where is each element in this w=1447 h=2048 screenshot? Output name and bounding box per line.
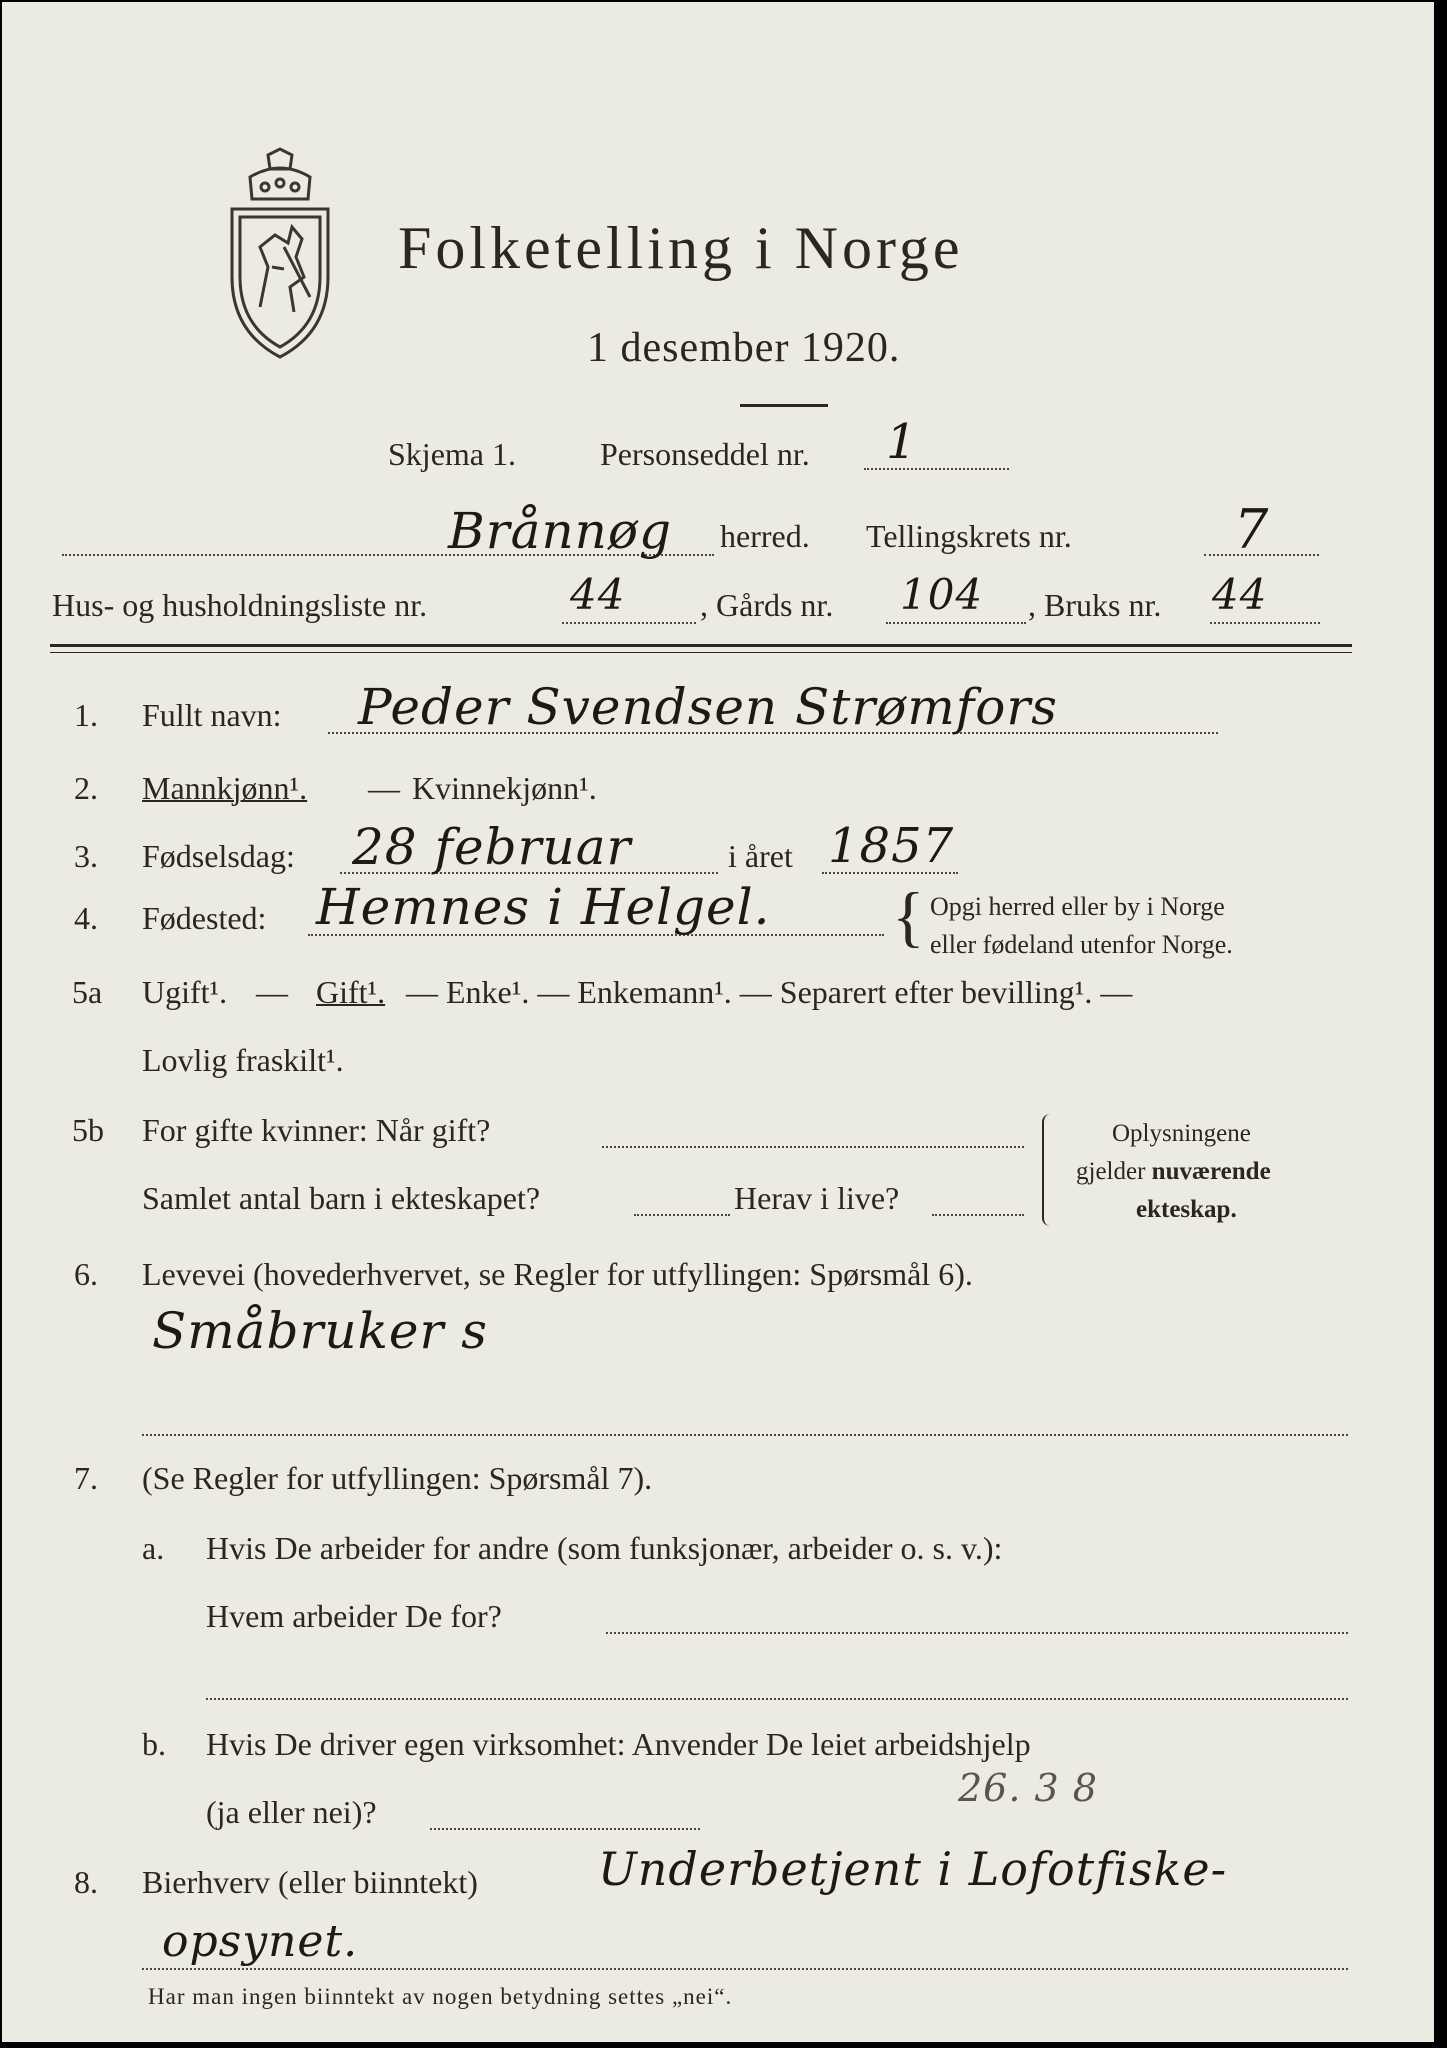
q5b-children-label: Samlet antal barn i ekteskapet? bbox=[142, 1180, 541, 1216]
q5b-note-line3: ekteskap. bbox=[1136, 1196, 1237, 1223]
q5a-other-options[interactable]: — Enke¹. — Enkemann¹. — Separert efter bevilling¹. — bbox=[406, 974, 1133, 1010]
schema-label: Skjema 1. bbox=[388, 436, 516, 472]
gards-line bbox=[886, 622, 1026, 624]
q5b-note-current: nuværende bbox=[1151, 1158, 1271, 1185]
herred-label: herred. bbox=[720, 518, 810, 554]
q4-label: Fødested: bbox=[142, 900, 267, 936]
q5a-dash: — bbox=[256, 974, 288, 1010]
q5b-note-line2 bbox=[1076, 1158, 1271, 1186]
birth-year-value[interactable]: 1857 bbox=[828, 818, 955, 874]
q5b-number: 5b bbox=[72, 1112, 104, 1148]
side-income-value-line1[interactable]: Underbetjent i Lofotfiske- bbox=[598, 1842, 1228, 1896]
husliste-line bbox=[562, 622, 696, 624]
form-date: 1 desember 1920. bbox=[587, 325, 901, 371]
q7-label: (Se Regler for utfyllingen: Spørsmål 7). bbox=[142, 1460, 653, 1496]
q4-number: 4. bbox=[74, 900, 98, 936]
female-option[interactable]: Kvinnekjønn¹. bbox=[412, 770, 597, 806]
personseddel-value[interactable]: 1 bbox=[886, 414, 918, 470]
q7b-text: Hvis De driver egen virksomhet: Anvender De leiet arbeidshjelp bbox=[206, 1726, 1031, 1762]
q8-line2 bbox=[142, 1968, 1348, 1970]
title-divider bbox=[740, 404, 828, 407]
bruks-value[interactable]: 44 bbox=[1212, 570, 1268, 619]
header-rule bbox=[50, 644, 1352, 647]
married-option[interactable]: Gift¹. bbox=[316, 974, 386, 1010]
male-option[interactable]: Mannkjønn¹. bbox=[142, 770, 308, 806]
q2-number: 2. bbox=[74, 770, 98, 806]
side-income-value-line2[interactable]: opsynet. bbox=[162, 1916, 359, 1967]
q4-brace: { bbox=[892, 878, 925, 954]
divorced-option[interactable]: Lovlig fraskilt¹. bbox=[142, 1042, 344, 1078]
q7b-letter: b. bbox=[142, 1726, 166, 1762]
gards-label: , Gårds nr. bbox=[700, 587, 834, 623]
q7a-text: Hvis De arbeider for andre (som funksjonær, arbeider o. s. v.): bbox=[206, 1530, 1003, 1566]
q3-year-label: i året bbox=[728, 838, 793, 874]
q7a-line bbox=[606, 1632, 1348, 1634]
q3-number: 3. bbox=[74, 838, 98, 874]
footer-note: Har man ingen biinntekt av nogen betydning settes „nei“. bbox=[148, 1984, 733, 2009]
q7b-line bbox=[430, 1828, 700, 1830]
q7b-marks: 26. 3 8 bbox=[958, 1766, 1098, 1810]
q5b-alive-label: Herav i live? bbox=[734, 1180, 900, 1216]
q6-number: 6. bbox=[74, 1256, 98, 1292]
bruks-line bbox=[1210, 622, 1320, 624]
tellingskrets-label: Tellingskrets nr. bbox=[866, 518, 1072, 554]
q5b-note-line1: Oplysningene bbox=[1112, 1120, 1251, 1147]
q7b-question: (ja eller nei)? bbox=[206, 1794, 377, 1830]
q1-number: 1. bbox=[74, 697, 98, 733]
q7a-letter: a. bbox=[142, 1530, 165, 1566]
occupation-value[interactable]: Småbruker s bbox=[152, 1302, 488, 1360]
q5b-when-line bbox=[602, 1146, 1024, 1148]
husliste-value[interactable]: 44 bbox=[570, 570, 626, 619]
q6-line bbox=[142, 1434, 1348, 1436]
q4-note-line1: Opgi herred eller by i Norge bbox=[930, 892, 1225, 921]
q7a-line2 bbox=[206, 1698, 1348, 1700]
full-name-value[interactable]: Peder Svendsen Strømfors bbox=[358, 678, 1058, 736]
personseddel-label: Personseddel nr. bbox=[600, 436, 810, 472]
q7a-question: Hvem arbeider De for? bbox=[206, 1598, 502, 1634]
q8-label: Bierhverv (eller biinntekt) bbox=[142, 1864, 478, 1900]
q7-number: 7. bbox=[74, 1460, 98, 1496]
herred-value[interactable]: Brånnøg bbox=[448, 502, 672, 560]
q2-separator: — bbox=[368, 770, 400, 806]
husliste-label: Hus- og husholdningsliste nr. bbox=[52, 587, 428, 623]
birth-day-value[interactable]: 28 februar bbox=[352, 818, 632, 876]
bruks-label: , Bruks nr. bbox=[1028, 587, 1162, 623]
q5a-number: 5a bbox=[72, 974, 103, 1010]
form-title: Folketelling i Norge bbox=[398, 215, 964, 281]
unmarried-option[interactable]: Ugift¹. bbox=[142, 974, 228, 1010]
q5b-bracket bbox=[1042, 1114, 1054, 1226]
q5b-note-gjelder: gjelder bbox=[1076, 1158, 1146, 1185]
q4-note-line2: eller fødeland utenfor Norge. bbox=[930, 930, 1233, 959]
q3-label: Fødselsdag: bbox=[142, 838, 295, 874]
coat-of-arms-icon bbox=[220, 147, 340, 362]
q5b-alive-line bbox=[932, 1214, 1024, 1216]
q5b-children-line bbox=[634, 1214, 730, 1216]
census-form bbox=[2, 2, 1434, 2042]
q5b-when-married: For gifte kvinner: Når gift? bbox=[142, 1112, 491, 1148]
q8-number: 8. bbox=[74, 1864, 98, 1900]
gards-value[interactable]: 104 bbox=[900, 570, 984, 619]
q1-label: Fullt navn: bbox=[142, 697, 282, 733]
header-rule-thin bbox=[50, 652, 1352, 653]
q6-label: Levevei (hovederhvervet, se Regler for utfyllingen: Spørsmål 6). bbox=[142, 1256, 973, 1292]
birthplace-value[interactable]: Hemnes i Helgel. bbox=[316, 878, 771, 936]
tellingskrets-value[interactable]: 7 bbox=[1234, 498, 1270, 561]
